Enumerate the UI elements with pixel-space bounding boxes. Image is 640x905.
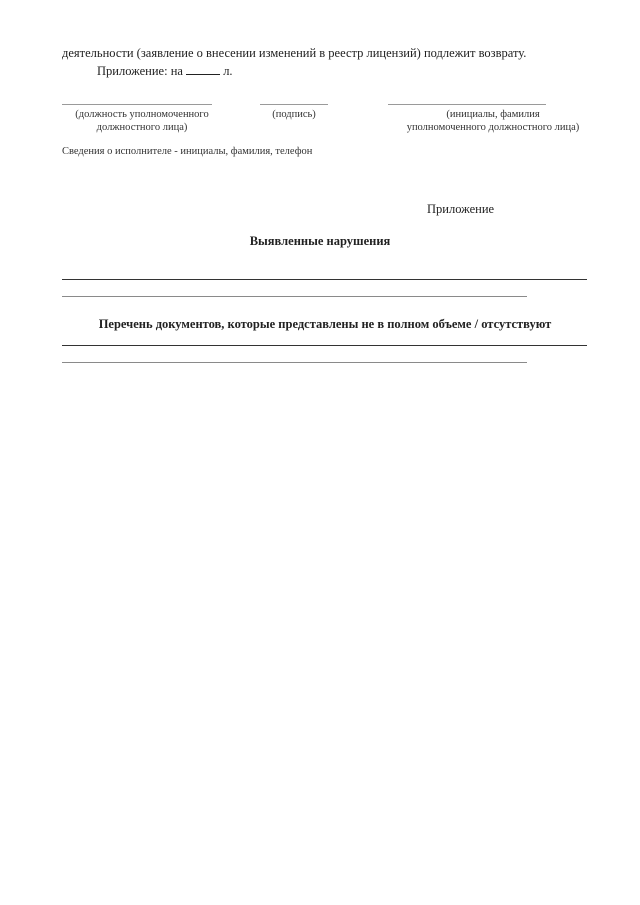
appendix-label: Приложение [427, 202, 495, 216]
violations-title: Выявленные нарушения [249, 234, 391, 248]
position-caption-line1: (должность уполномоченного [75, 109, 209, 120]
violations-line-1[interactable] [62, 279, 587, 280]
name-caption [388, 108, 598, 134]
position-caption-line2: должностного лица) [96, 122, 188, 133]
documents-line-2[interactable] [62, 362, 527, 363]
signature-caption: (подпись) [272, 109, 316, 120]
documents-line-1[interactable] [62, 345, 587, 346]
signature-line[interactable] [260, 104, 328, 105]
position-signature-line[interactable] [62, 104, 212, 105]
name-caption-line1: (инициалы, фамилия [446, 109, 540, 120]
attachment-line [97, 63, 233, 79]
attachment-suffix: л. [223, 64, 233, 78]
position-caption [52, 108, 232, 134]
attachment-pages-blank[interactable] [186, 63, 220, 75]
executor-info: Сведения о исполнителе - инициалы, фамилия, телефон [62, 146, 313, 157]
name-caption-line2: уполномоченного должностного лица) [406, 122, 580, 133]
documents-title: Перечень документов, которые представлены не в полном объеме / отсутствуют [98, 317, 552, 331]
violations-line-2[interactable] [62, 296, 527, 297]
attachment-prefix: Приложение: на [97, 64, 183, 78]
continuation-text: деятельности (заявление о внесении изменений в реестр лицензий) подлежит возврату. [62, 46, 527, 60]
name-signature-line[interactable] [388, 104, 546, 105]
